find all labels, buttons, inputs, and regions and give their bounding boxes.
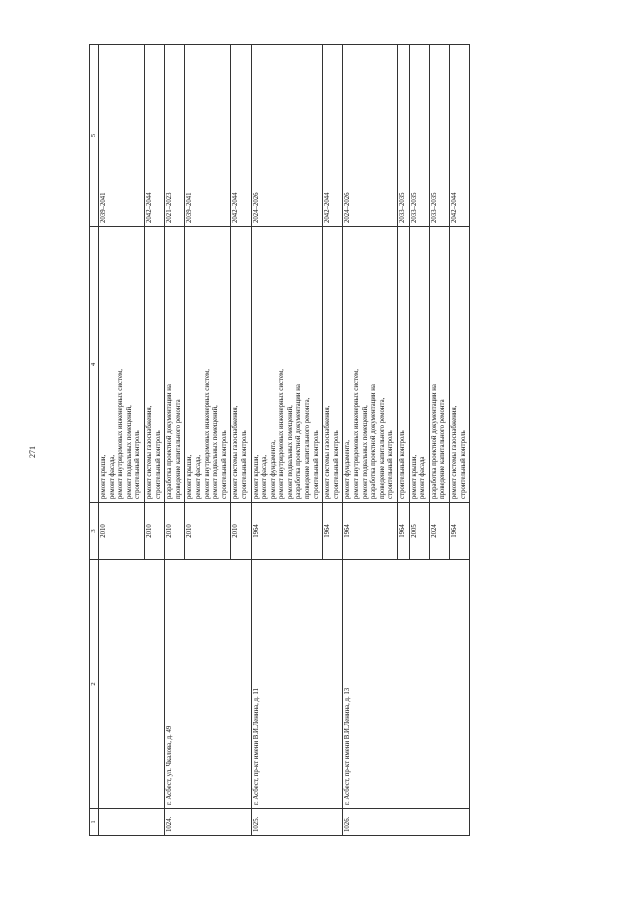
table-row	[343, 45, 398, 836]
table-body	[99, 45, 470, 836]
address-cell: г. Асбест, пр-кт имени В.И.Ленина, д. 11	[251, 560, 343, 809]
period-cell: 2042–2044	[231, 45, 251, 227]
period-cell: 2024–2026	[343, 45, 398, 227]
work-item: ремонт крыши,	[252, 454, 260, 499]
year-cell: 2010	[99, 503, 145, 560]
work-item: строительный контроль	[332, 430, 340, 499]
work-item: разработка проектной документации на	[430, 384, 438, 499]
period-cell: 2039–2041	[99, 45, 145, 227]
period-cell: 2042–2044	[144, 45, 164, 227]
works-cell	[144, 227, 164, 503]
work-item: ремонт подвальных помещений,	[361, 405, 369, 499]
period-cell: 2033–2035	[409, 45, 429, 227]
work-item: проведение капитального ремонта	[174, 399, 182, 499]
record-number-cell	[99, 809, 165, 836]
work-item: ремонт системы газоснабжения,	[232, 405, 240, 499]
period-cell: 2042–2044	[449, 45, 469, 227]
period-cell: 2042–2044	[323, 45, 343, 227]
work-item: ремонт крыши,	[100, 454, 107, 499]
work-item: ремонт системы газоснабжения,	[145, 405, 153, 499]
period-cell: 2021–2023	[165, 45, 185, 227]
works-cell	[165, 227, 185, 503]
year-cell: 2010	[144, 503, 164, 560]
record-number-cell: 1026.	[343, 809, 470, 836]
work-item: разработка проектной документации на	[295, 384, 303, 499]
work-item: строительный контроль	[154, 430, 162, 499]
year-cell: 1964	[323, 503, 343, 560]
work-item: разработка проектной документации на	[166, 384, 174, 499]
column-header-4: 4	[90, 227, 99, 503]
work-item: ремонт крыши,	[186, 454, 194, 499]
work-item: проведение капитального ремонта,	[378, 397, 386, 499]
works-cell	[409, 227, 429, 503]
work-item: ремонт подвальных помещений,	[212, 405, 220, 499]
year-cell: 1964	[398, 503, 410, 560]
document-sheet	[89, 80, 588, 836]
work-item: ремонт фасада,	[261, 454, 269, 499]
work-item: ремонт крыши,	[410, 454, 418, 499]
record-number-cell: 1025.	[251, 809, 343, 836]
works-cell	[429, 227, 449, 503]
column-header-2: 2	[90, 560, 99, 809]
period-cell: 2033–2035	[429, 45, 449, 227]
work-item: ремонт системы газоснабжения,	[324, 405, 332, 499]
address-cell: г. Асбест, ул. Чкалова, д. 49	[165, 560, 251, 809]
year-cell: 2005	[409, 503, 429, 560]
work-item: строительный контроль	[399, 430, 406, 499]
work-item: строительный контроль	[459, 430, 467, 499]
work-item: ремонт фундамента,	[344, 440, 352, 499]
work-item: ремонт внутридомовых инженерных систем,	[278, 369, 286, 499]
year-cell: 1964	[343, 503, 398, 560]
work-item: ремонт фасада	[419, 456, 427, 499]
year-cell: 2024	[429, 503, 449, 560]
works-cell	[323, 227, 343, 503]
work-item: ремонт подвальных помещений,	[125, 405, 133, 499]
period-cell: 2024–2026	[251, 45, 323, 227]
work-item: ремонт внутридомовых инженерных систем,	[117, 369, 125, 499]
table-row	[99, 45, 145, 836]
year-cell: 2010	[185, 503, 231, 560]
work-item: строительный контроль	[134, 430, 142, 499]
column-header-3: 3	[90, 503, 99, 560]
works-cell	[251, 227, 323, 503]
header-row	[90, 45, 99, 836]
year-cell: 2010	[165, 503, 185, 560]
page-number: 271	[28, 446, 37, 458]
address-cell: г. Асбест, пр-кт имени В.И.Ленина, д. 13	[343, 560, 470, 809]
work-item: проведение капитального ремонта,	[304, 397, 312, 499]
record-number-cell: 1024.	[165, 809, 251, 836]
work-item: ремонт системы газоснабжения,	[450, 405, 458, 499]
period-cell: 2033–2035	[398, 45, 410, 227]
works-cell	[449, 227, 469, 503]
works-cell	[99, 227, 145, 503]
period-cell: 2039–2041	[185, 45, 231, 227]
work-item: строительный контроль	[220, 430, 228, 499]
works-cell	[185, 227, 231, 503]
capital-repair-table	[89, 44, 470, 836]
work-item: строительный контроль	[387, 430, 395, 499]
work-item: ремонт фундамента,	[269, 440, 277, 499]
table-row	[165, 45, 185, 836]
year-cell: 1964	[449, 503, 469, 560]
table-row	[251, 45, 323, 836]
work-item: проведение капитального ремонта	[439, 399, 447, 499]
work-item: разработка проектной документации на	[370, 384, 378, 499]
work-item: ремонт внутридомовых инженерных систем,	[353, 369, 361, 499]
work-item: ремонт внутридомовых инженерных систем,	[203, 369, 211, 499]
address-cell	[99, 560, 165, 809]
work-item: строительный контроль	[240, 430, 248, 499]
year-cell: 2010	[231, 503, 251, 560]
work-item: ремонт фасада,	[194, 454, 202, 499]
year-cell: 1964	[251, 503, 323, 560]
column-header-5: 5	[90, 45, 99, 227]
work-item: ремонт подвальных помещений,	[286, 405, 294, 499]
works-cell	[398, 227, 410, 503]
work-item: строительный контроль	[312, 430, 320, 499]
works-cell	[343, 227, 398, 503]
column-header-1: 1	[90, 809, 99, 836]
works-cell	[231, 227, 251, 503]
work-item: ремонт фасада,	[108, 454, 116, 499]
